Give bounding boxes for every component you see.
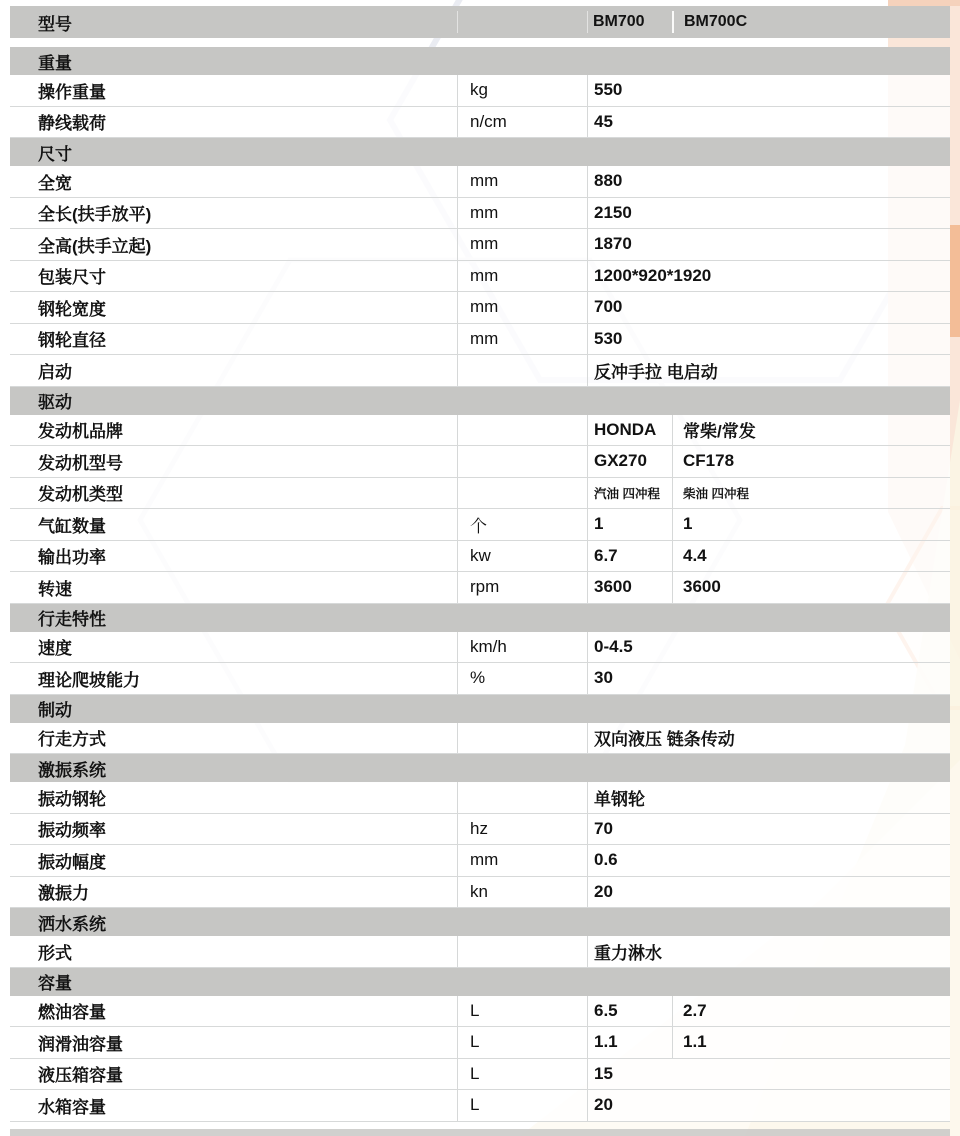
row-value-1: 20 — [587, 877, 950, 908]
table-row — [10, 292, 950, 324]
row-label: 钢轮宽度 — [38, 299, 106, 319]
table-row — [10, 877, 950, 909]
model-header-row — [10, 6, 950, 38]
section-header: 行走特性 — [10, 604, 950, 632]
row-value-2: 4.4 — [672, 541, 950, 572]
row-label: 气缸数量 — [38, 516, 106, 536]
row-label: 水箱容量 — [38, 1097, 106, 1117]
row-value-1: 1200*920*1920 — [587, 261, 950, 292]
table-row — [10, 632, 950, 664]
row-unit: L — [457, 1027, 587, 1058]
header-gap — [10, 38, 950, 47]
row-value-2: CF178 — [672, 446, 950, 477]
table-row — [10, 663, 950, 695]
row-value-1: 1870 — [587, 229, 950, 260]
row-unit: mm — [457, 229, 587, 260]
table-row — [10, 166, 950, 198]
row-value-1: 0-4.5 — [587, 632, 950, 663]
table-row — [10, 814, 950, 846]
row-label: 发动机型号 — [38, 453, 123, 473]
row-unit — [457, 415, 587, 446]
row-value-1: 880 — [587, 166, 950, 197]
row-unit: L — [457, 1090, 587, 1121]
row-value-1: 45 — [587, 107, 950, 138]
row-unit: mm — [457, 261, 587, 292]
table-row — [10, 845, 950, 877]
table-row — [10, 1059, 950, 1091]
table-row — [10, 229, 950, 261]
row-value-1: 550 — [587, 75, 950, 106]
row-label: 激振力 — [38, 884, 89, 904]
row-value-2: 3600 — [672, 572, 950, 603]
row-unit: km/h — [457, 632, 587, 663]
table-row — [10, 198, 950, 230]
row-unit: mm — [457, 845, 587, 876]
row-unit: kw — [457, 541, 587, 572]
row-value-1: 反冲手拉 电启动 — [587, 355, 950, 386]
row-value-1: 重力淋水 — [587, 936, 950, 967]
row-value-1: 6.5 — [587, 996, 672, 1027]
table-row — [10, 723, 950, 755]
row-label: 振动钢轮 — [38, 789, 106, 809]
row-label: 静线载荷 — [38, 114, 106, 134]
header-model-1: BM700 — [587, 11, 672, 33]
row-label: 发动机类型 — [38, 485, 123, 505]
row-unit: kn — [457, 877, 587, 908]
table-row — [10, 1027, 950, 1059]
header-model-2: BM700C — [672, 11, 950, 33]
row-unit — [457, 782, 587, 813]
table-row — [10, 261, 950, 293]
row-unit: mm — [457, 324, 587, 355]
table-row — [10, 1090, 950, 1122]
table-row — [10, 75, 950, 107]
row-unit: mm — [457, 292, 587, 323]
row-value-1: 530 — [587, 324, 950, 355]
section-header: 容量 — [10, 968, 950, 996]
row-label: 转速 — [38, 579, 72, 599]
row-value-2: 常柴/常发 — [672, 415, 950, 446]
row-unit: mm — [457, 198, 587, 229]
section-header: 激振系统 — [10, 754, 950, 782]
header-unit-spacer — [457, 11, 587, 33]
section-header: 洒水系统 — [10, 908, 950, 936]
row-unit — [457, 723, 587, 754]
row-label: 振动频率 — [38, 821, 106, 841]
row-label: 发动机品牌 — [38, 422, 123, 442]
table-row — [10, 478, 950, 510]
section-header: 尺寸 — [10, 138, 950, 166]
table-row — [10, 782, 950, 814]
row-value-1: 15 — [587, 1059, 950, 1090]
row-label: 全长(扶手放平) — [38, 205, 152, 225]
row-unit: L — [457, 996, 587, 1027]
table-row — [10, 446, 950, 478]
row-value-2: 柴油 四冲程 — [672, 478, 950, 509]
row-value-2: 1 — [672, 509, 950, 540]
table-row — [10, 936, 950, 968]
table-row — [10, 324, 950, 356]
row-label: 包装尺寸 — [38, 268, 106, 288]
header-model-label: 型号 — [38, 14, 72, 34]
row-unit: kg — [457, 75, 587, 106]
table-row — [10, 355, 950, 387]
row-value-1: 汽油 四冲程 — [587, 478, 672, 509]
row-value-2: 2.7 — [672, 996, 950, 1027]
row-value-1: 3600 — [587, 572, 672, 603]
row-value-1: 单钢轮 — [587, 782, 950, 813]
table-row — [10, 509, 950, 541]
row-value-1: 1 — [587, 509, 672, 540]
row-unit: rpm — [457, 572, 587, 603]
row-label: 输出功率 — [38, 548, 106, 568]
row-value-1: 20 — [587, 1090, 950, 1121]
bottom-cut-bar — [10, 1129, 950, 1136]
row-unit: hz — [457, 814, 587, 845]
row-unit — [457, 446, 587, 477]
row-unit — [457, 478, 587, 509]
row-label: 理论爬坡能力 — [38, 670, 140, 690]
row-value-2: 1.1 — [672, 1027, 950, 1058]
row-unit: mm — [457, 166, 587, 197]
row-label: 振动幅度 — [38, 852, 106, 872]
row-unit — [457, 936, 587, 967]
section-header: 驱动 — [10, 387, 950, 415]
row-value-1: 双向液压 链条传动 — [587, 723, 950, 754]
row-value-1: 700 — [587, 292, 950, 323]
row-label: 操作重量 — [38, 82, 106, 102]
section-header: 制动 — [10, 695, 950, 723]
row-unit — [457, 355, 587, 386]
row-label: 行走方式 — [38, 730, 106, 750]
table-row — [10, 541, 950, 573]
table-row — [10, 996, 950, 1028]
row-label: 燃油容量 — [38, 1003, 106, 1023]
row-value-1: GX270 — [587, 446, 672, 477]
row-unit: n/cm — [457, 107, 587, 138]
row-value-1: HONDA — [587, 415, 672, 446]
row-unit: % — [457, 663, 587, 694]
row-unit: 个 — [457, 509, 587, 540]
row-value-1: 1.1 — [587, 1027, 672, 1058]
row-value-1: 2150 — [587, 198, 950, 229]
row-value-1: 0.6 — [587, 845, 950, 876]
row-label: 液压箱容量 — [38, 1066, 123, 1086]
table-sections — [10, 47, 950, 1122]
row-value-1: 6.7 — [587, 541, 672, 572]
row-label: 润滑油容量 — [38, 1034, 123, 1054]
row-label: 形式 — [38, 943, 72, 963]
row-label: 启动 — [38, 362, 72, 382]
table-row — [10, 572, 950, 604]
row-unit: L — [457, 1059, 587, 1090]
row-value-1: 30 — [587, 663, 950, 694]
row-value-1: 70 — [587, 814, 950, 845]
row-label: 全宽 — [38, 173, 72, 193]
row-label: 速度 — [38, 639, 72, 659]
table-row — [10, 415, 950, 447]
section-header: 重量 — [10, 47, 950, 75]
row-label: 全高(扶手立起) — [38, 236, 152, 256]
spec-table — [10, 6, 950, 1136]
table-row — [10, 107, 950, 139]
row-label: 钢轮直径 — [38, 331, 106, 351]
